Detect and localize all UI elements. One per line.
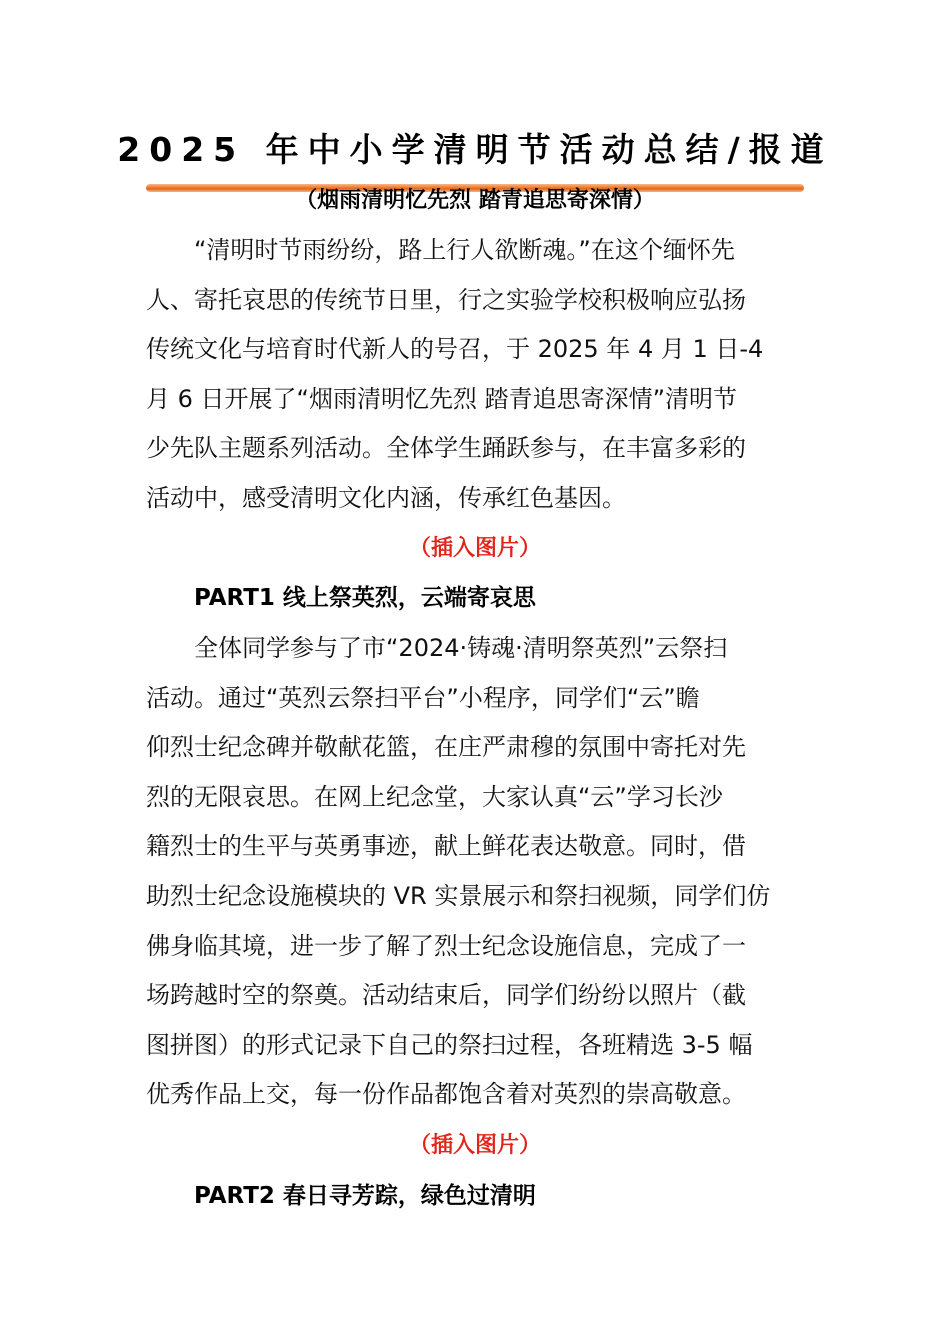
paragraph-line: 烈的无限哀思。在网上纪念堂，大家认真“云”学习长沙 bbox=[146, 782, 723, 811]
intro-paragraph bbox=[146, 226, 816, 524]
paragraph-line: 助烈士纪念设施模块的 VR 实景展示和祭扫视频，同学们仿 bbox=[146, 881, 771, 910]
paragraph-line: 优秀作品上交，每一份作品都饱含着对英烈的崇高敬意。 bbox=[146, 1080, 746, 1109]
paragraph-line: 场跨越时空的祭奠。活动结束后，同学们纷纷以照片（截 bbox=[146, 981, 746, 1010]
paragraph-line: 佛身临其境，进一步了解了烈士纪念设施信息，完成了一 bbox=[146, 931, 746, 960]
paragraph-line: 人、寄托哀思的传统节日里，行之实验学校积极响应弘扬 bbox=[146, 285, 746, 314]
paragraph-line: 传统文化与培育时代新人的号召，于 2025 年 4 月 1 日-4 bbox=[146, 335, 764, 364]
paragraph-line: 活动中，感受清明文化内涵，传承红色基因。 bbox=[146, 483, 626, 512]
document-title: 2025 年中小学清明节活动总结/报道 bbox=[117, 130, 833, 169]
part1-paragraph bbox=[146, 624, 816, 1120]
image-placeholder: （插入图片） bbox=[408, 536, 541, 561]
section-heading-part1: PART1 线上祭英烈，云端寄哀思 bbox=[194, 585, 536, 611]
document-subtitle: （烟雨清明忆先烈 踏青追思寄深情） bbox=[295, 188, 655, 213]
paragraph-line: 全体同学参与了市“2024·铸魂·清明祭英烈”云祭扫 bbox=[194, 634, 728, 662]
section-heading-part2: PART2 春日寻芳踪，绿色过清明 bbox=[194, 1183, 536, 1209]
paragraph-line: 籍烈士的生平与英勇事迹，献上鲜花表达敬意。同时，借 bbox=[146, 832, 746, 861]
paragraph-line: 仰烈士纪念碑并敬献花篮，在庄严肃穆的氛围中寄托对先 bbox=[146, 733, 746, 762]
paragraph-line: 活动。通过“英烈云祭扫平台”小程序，同学们“云”瞻 bbox=[146, 683, 700, 712]
paragraph-line: “清明时节雨纷纷，路上行人欲断魂。”在这个缅怀先 bbox=[194, 236, 735, 264]
paragraph-line: 月 6 日开展了“烟雨清明忆先烈 踏青追思寄深情”清明节 bbox=[146, 384, 738, 413]
paragraph-line: 少先队主题系列活动。全体学生踊跃参与，在丰富多彩的 bbox=[146, 434, 746, 463]
image-placeholder: （插入图片） bbox=[408, 1133, 541, 1158]
paragraph-line: 图拼图）的形式记录下自己的祭扫过程，各班精选 3-5 幅 bbox=[146, 1030, 753, 1059]
